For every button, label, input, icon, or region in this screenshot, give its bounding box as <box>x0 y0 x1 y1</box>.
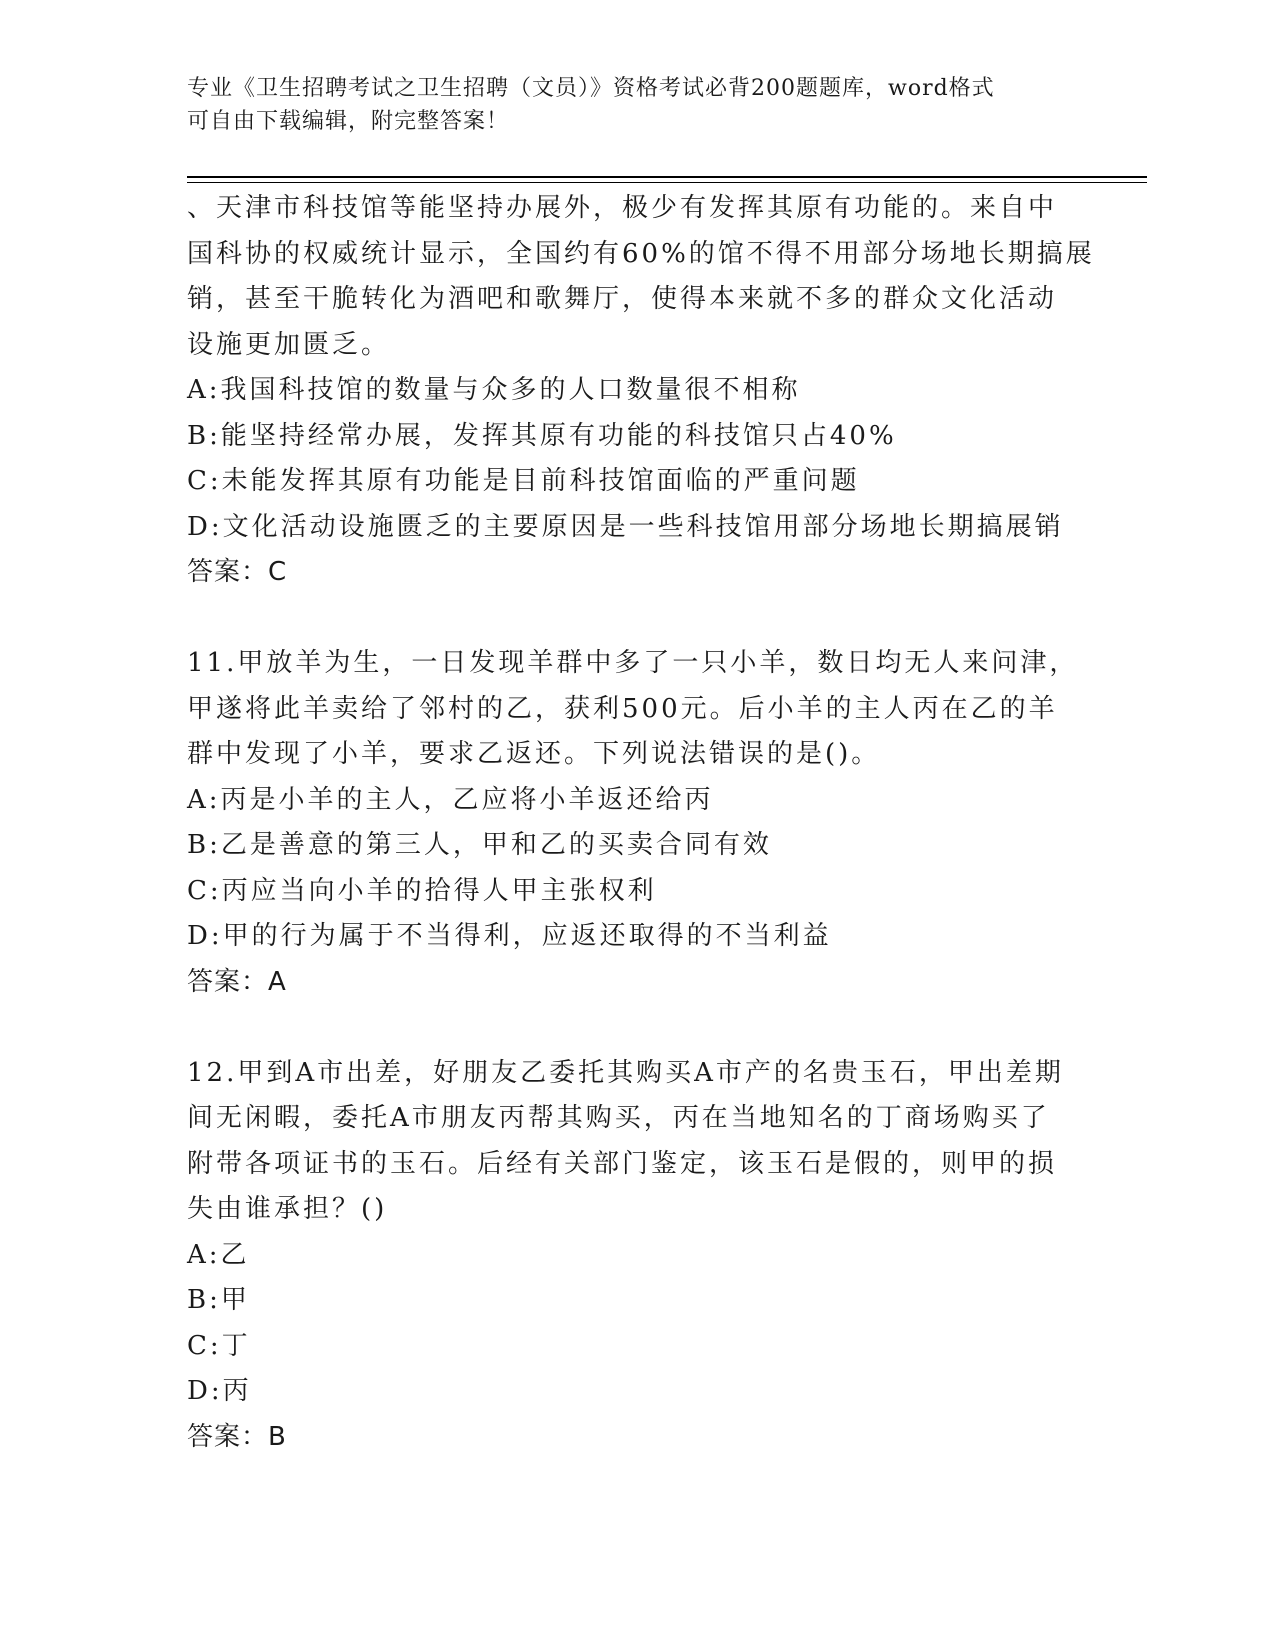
question-stem-line: 设施更加匮乏。 <box>187 329 391 360</box>
option-b: B:甲 <box>187 1285 250 1315</box>
header-divider-thick <box>187 176 1147 178</box>
option-b: B:乙是善意的第三人，甲和乙的买卖合同有效 <box>187 830 772 860</box>
option-c: C:丁 <box>187 1330 251 1361</box>
question-stem-line: 群中发现了小羊，要求乙返还。下列说法错误的是()。 <box>187 739 881 769</box>
question-10 <box>187 186 1095 596</box>
question-stem-line: 失由谁承担？() <box>187 1194 388 1224</box>
option-d: D:文化活动设施匮乏的主要原因是一些科技馆用部分场地长期搞展销 <box>187 511 1064 542</box>
question-stem-line: 甲遂将此羊卖给了邻村的乙，获利500元。后小羊的主人丙在乙的羊 <box>187 693 1058 724</box>
option-a: A:乙 <box>187 1239 250 1270</box>
option-a: A:丙是小羊的主人，乙应将小羊返还给丙 <box>187 784 714 815</box>
answer-line: 答案：A <box>187 966 287 997</box>
option-c: C:未能发挥其原有功能是目前科技馆面临的严重问题 <box>187 466 860 496</box>
question-11 <box>187 641 1087 1005</box>
header-title-line-2: 可自由下载编辑，附完整答案！ <box>187 109 510 134</box>
document-header <box>187 72 1087 138</box>
answer-line: 答案：B <box>187 1421 287 1452</box>
question-stem-line: 11.甲放羊为生，一日发现羊群中多了一只小羊，数日均无人来问津， <box>187 648 1079 678</box>
question-spacer <box>187 596 1087 642</box>
option-d: D:丙 <box>187 1376 252 1406</box>
option-b: B:能坚持经常办展，发挥其原有功能的科技馆只占40% <box>187 420 897 451</box>
header-title-line-1: 专业《卫生招聘考试之卫生招聘（文员）》资格考试必背200题题库，word格式 <box>187 76 995 101</box>
question-stem-line: 国科协的权威统计显示，全国约有60%的馆不得不用部分场地长期搞展 <box>187 238 1095 269</box>
question-stem-line: 间无闲暇，委托A市朋友丙帮其购买，丙在当地知名的丁商场购买了 <box>187 1103 1050 1133</box>
option-c: C:丙应当向小羊的拾得人甲主张权利 <box>187 875 657 906</box>
question-stem-line: 12.甲到A市出差，好朋友乙委托其购买A市产的名贵玉石，甲出差期 <box>187 1057 1064 1088</box>
header-divider-thin <box>187 182 1147 183</box>
question-stem-line: 附带各项证书的玉石。后经有关部门鉴定，该玉石是假的，则甲的损 <box>187 1148 1058 1179</box>
question-content <box>187 186 1095 1460</box>
question-stem-line: 、天津市科技馆等能坚持办展外，极少有发挥其原有功能的。来自中 <box>187 193 1058 223</box>
question-stem-line: 销，甚至干脆转化为酒吧和歌舞厅，使得本来就不多的群众文化活动 <box>187 284 1058 314</box>
option-a: A:我国科技馆的数量与众多的人口数量很不相称 <box>187 375 801 405</box>
question-spacer <box>187 1005 1087 1051</box>
question-12 <box>187 1051 1087 1461</box>
answer-line: 答案：C <box>187 557 288 587</box>
option-d: D:甲的行为属于不当得利，应返还取得的不当利益 <box>187 921 832 951</box>
